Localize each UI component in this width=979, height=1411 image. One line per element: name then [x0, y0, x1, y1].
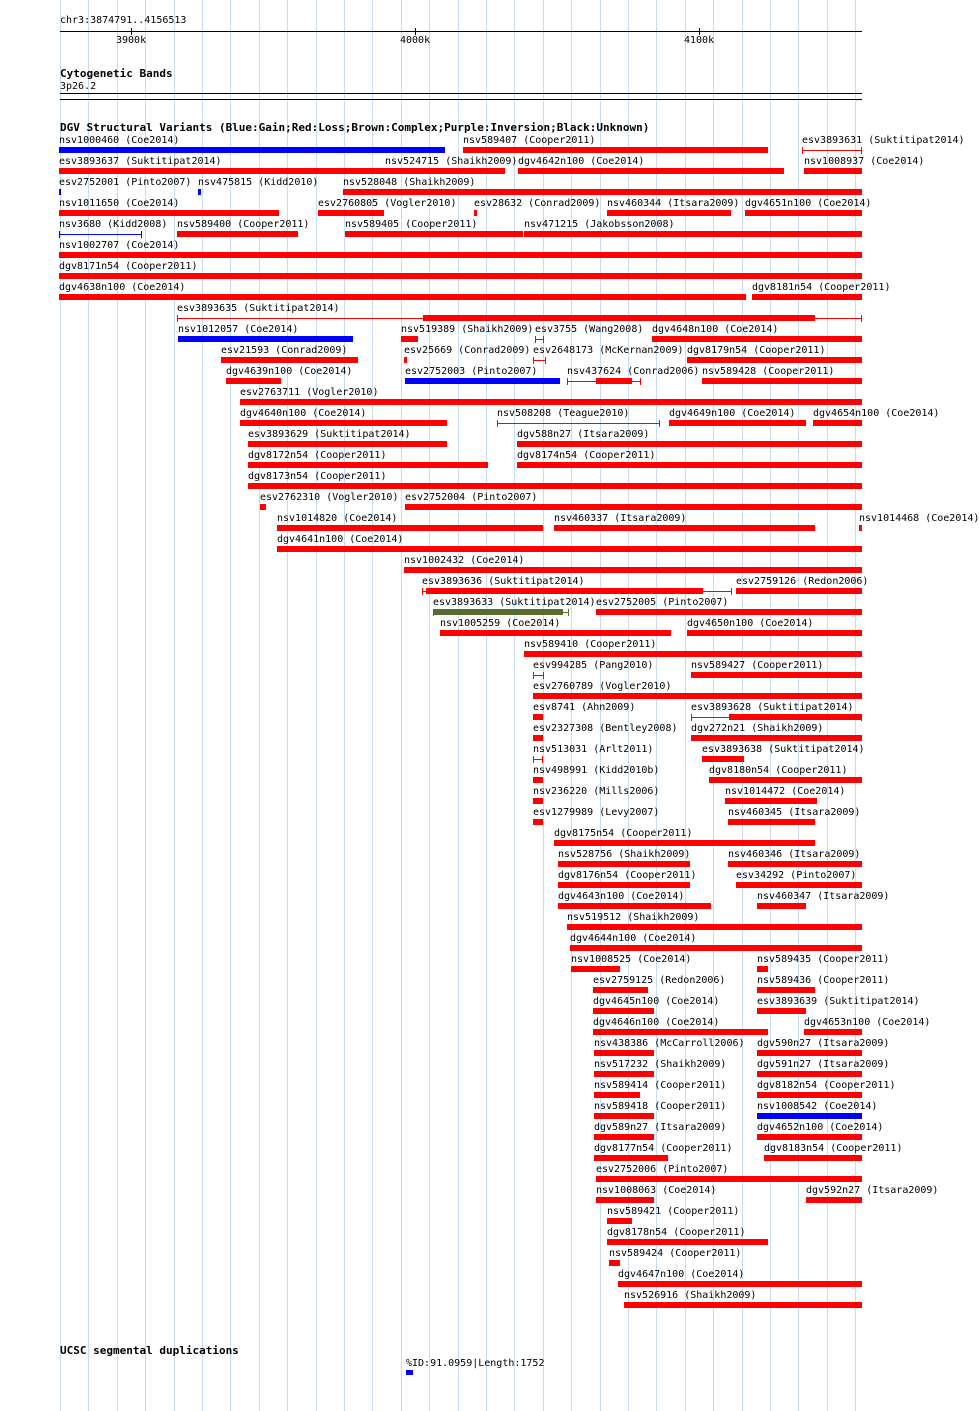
feature-bar-core[interactable] [596, 378, 632, 384]
feature-bar[interactable] [804, 1029, 862, 1035]
feature-label: esv2760805 (Vogler2010) [318, 198, 457, 209]
grid-line [287, 0, 288, 1411]
feature-label: nsv236220 (Mills2006) [533, 786, 660, 797]
feature-bar[interactable] [533, 735, 543, 741]
feature-label: dgv590n27 (Itsara2009) [757, 1038, 890, 1049]
grid-line [458, 0, 459, 1411]
feature-label: dgv4651n100 (Coe2014) [745, 198, 872, 209]
feature-bar-end [567, 378, 568, 385]
feature-bar-end [177, 315, 178, 322]
feature-label: nsv589418 (Cooper2011) [594, 1101, 727, 1112]
feature-label: dgv8177n54 (Cooper2011) [594, 1143, 733, 1154]
ruler-tick [415, 28, 416, 35]
feature-label: nsv517232 (Shaikh2009) [594, 1059, 727, 1070]
feature-label: esv2759126 (Redon2006) [736, 576, 869, 587]
feature-label: esv3893636 (Suktitipat2014) [422, 576, 585, 587]
feature-label: nsv1005259 (Coe2014) [440, 618, 561, 629]
feature-label: dgv8180n54 (Cooper2011) [709, 765, 848, 776]
feature-label: esv3893631 (Suktitipat2014) [802, 135, 965, 146]
feature-bar[interactable] [524, 651, 862, 657]
feature-bar[interactable] [517, 441, 862, 447]
feature-label: nsv589427 (Cooper2011) [691, 660, 824, 671]
feature-label: esv3893638 (Suktitipat2014) [702, 744, 865, 755]
feature-label: dgv4643n100 (Coe2014) [558, 891, 685, 902]
feature-label: nsv589400 (Cooper2011) [177, 219, 310, 230]
feature-label: esv34292 (Pinto2007) [736, 870, 857, 881]
feature-label: nsv1011650 (Coe2014) [59, 198, 180, 209]
cytoband-line [60, 93, 862, 94]
feature-label: esv2759125 (Redon2006) [593, 975, 726, 986]
feature-bar[interactable] [533, 777, 543, 783]
feature-label: nsv589436 (Cooper2011) [757, 975, 890, 986]
feature-label: dgv8176n54 (Cooper2011) [558, 870, 697, 881]
feature-bar[interactable] [725, 798, 817, 804]
feature-bar[interactable] [687, 357, 862, 363]
ruler-tick [131, 28, 132, 35]
feature-bar[interactable] [533, 798, 543, 804]
feature-bar[interactable] [736, 588, 862, 594]
feature-bar[interactable] [757, 903, 806, 909]
feature-bar[interactable] [757, 1092, 862, 1098]
feature-bar-end [422, 588, 423, 595]
feature-bar-end [497, 420, 498, 427]
feature-label: dgv4652n100 (Coe2014) [757, 1122, 884, 1133]
feature-label: nsv1008063 (Coe2014) [596, 1185, 717, 1196]
feature-label: dgv589n27 (Itsara2009) [594, 1122, 727, 1133]
feature-label: esv2648173 (McKernan2009) [533, 345, 684, 356]
feature-bar[interactable] [240, 420, 447, 426]
feature-bar[interactable] [624, 1302, 862, 1308]
feature-bar[interactable] [802, 150, 862, 151]
feature-label: nsv589407 (Cooper2011) [463, 135, 596, 146]
feature-bar-core[interactable] [423, 315, 815, 321]
feature-bar[interactable] [607, 1239, 768, 1245]
feature-bar[interactable] [593, 987, 648, 993]
feature-bar[interactable] [609, 1260, 620, 1266]
feature-label: esv2752003 (Pinto2007) [405, 366, 538, 377]
feature-bar[interactable] [343, 189, 862, 195]
feature-label: dgv4646n100 (Coe2014) [593, 1017, 720, 1028]
feature-label: nsv437624 (Conrad2006) [567, 366, 700, 377]
feature-bar[interactable] [518, 168, 784, 174]
feature-bar[interactable] [596, 1197, 654, 1203]
feature-bar[interactable] [59, 252, 862, 258]
feature-label: dgv8181n54 (Cooper2011) [752, 282, 891, 293]
feature-label: dgv8182n54 (Cooper2011) [757, 1080, 896, 1091]
feature-bar[interactable] [59, 189, 61, 195]
feature-bar-end [640, 378, 641, 385]
feature-bar[interactable] [757, 987, 815, 993]
feature-bar[interactable] [691, 672, 862, 678]
feature-label: dgv8173n54 (Cooper2011) [248, 471, 387, 482]
ruler-tick-label: 3900k [116, 35, 147, 46]
feature-label: nsv1014820 (Coe2014) [277, 513, 398, 524]
feature-label: nsv3680 (Kidd2008) [59, 219, 168, 230]
feature-label: nsv589410 (Cooper2011) [524, 639, 657, 650]
feature-bar[interactable] [813, 420, 862, 426]
feature-label: esv2762310 (Vogler2010) [260, 492, 399, 503]
feature-bar[interactable] [593, 1008, 654, 1014]
feature-label: nsv589424 (Cooper2011) [609, 1248, 742, 1259]
feature-bar[interactable] [554, 525, 815, 531]
feature-bar-end [659, 420, 660, 427]
feature-bar[interactable] [405, 378, 560, 384]
feature-label: esv2752005 (Pinto2007) [596, 597, 729, 608]
feature-bar-end [861, 147, 862, 154]
feature-bar[interactable] [594, 1092, 640, 1098]
feature-bar[interactable] [745, 210, 862, 216]
feature-bar[interactable] [757, 966, 768, 972]
feature-label: dgv8171n54 (Cooper2011) [59, 261, 198, 272]
feature-bar[interactable] [594, 1071, 654, 1077]
feature-bar[interactable] [277, 546, 862, 552]
feature-bar[interactable] [596, 609, 862, 615]
feature-label: esv2752004 (Pinto2007) [405, 492, 538, 503]
feature-label: nsv460344 (Itsara2009) [607, 198, 740, 209]
feature-bar[interactable] [404, 357, 407, 363]
feature-label: dgv592n27 (Itsara2009) [806, 1185, 939, 1196]
feature-label: dgv8179n54 (Cooper2011) [687, 345, 826, 356]
feature-label: nsv519512 (Shaikh2009) [567, 912, 700, 923]
feature-label: esv3893633 (Suktitipat2014) [433, 597, 596, 608]
feature-label: nsv524715 (Shaikh2009) [385, 156, 518, 167]
feature-bar[interactable] [533, 819, 543, 825]
segdup-label: %ID:91.0959|Length:1752 [406, 1358, 545, 1369]
feature-bar[interactable] [607, 1218, 632, 1224]
feature-bar-end [543, 672, 544, 679]
feature-bar[interactable] [248, 441, 447, 447]
feature-bar[interactable] [702, 378, 862, 384]
feature-label: nsv589405 (Cooper2011) [345, 219, 478, 230]
feature-bar[interactable] [593, 1029, 768, 1035]
feature-label: nsv526916 (Shaikh2009) [624, 1290, 757, 1301]
feature-label: esv2763711 (Vogler2010) [240, 387, 379, 398]
feature-bar[interactable] [687, 630, 862, 636]
feature-label: nsv589435 (Cooper2011) [757, 954, 890, 965]
feature-bar[interactable] [59, 234, 142, 235]
feature-label: nsv508208 (Teague2010) [497, 408, 630, 419]
feature-bar[interactable] [596, 1176, 862, 1182]
feature-bar[interactable] [567, 924, 862, 930]
feature-label: nsv1014468 (Coe2014) [859, 513, 979, 524]
feature-bar[interactable] [277, 525, 543, 531]
feature-bar[interactable] [757, 1113, 862, 1119]
feature-label: dgv8183n54 (Cooper2011) [764, 1143, 903, 1154]
feature-bar[interactable] [607, 210, 731, 216]
feature-label: esv1279989 (Levy2007) [533, 807, 660, 818]
segdup-track-title: UCSC segmental duplications [60, 1344, 239, 1357]
feature-bar[interactable] [570, 945, 862, 951]
feature-label: nsv1008525 (Coe2014) [571, 954, 692, 965]
feature-bar[interactable] [198, 189, 201, 195]
feature-label: nsv1014472 (Coe2014) [725, 786, 846, 797]
feature-bar[interactable] [618, 1281, 862, 1287]
feature-bar[interactable] [405, 504, 862, 510]
feature-label: nsv471215 (Jakobsson2008) [524, 219, 675, 230]
feature-bar[interactable] [474, 210, 477, 216]
feature-bar-core[interactable] [729, 714, 862, 720]
cytoband-label: 3p26.2 [60, 81, 97, 92]
feature-bar[interactable] [558, 882, 690, 888]
feature-label: esv28632 (Conrad2009) [474, 198, 601, 209]
feature-bar[interactable] [757, 1008, 806, 1014]
feature-bar[interactable] [533, 714, 543, 720]
feature-bar[interactable] [558, 861, 690, 867]
feature-bar-end [861, 315, 862, 322]
feature-bar[interactable] [59, 147, 445, 153]
feature-bar[interactable] [59, 294, 746, 300]
feature-label: esv3893637 (Suktitipat2014) [59, 156, 222, 167]
feature-label: dgv591n27 (Itsara2009) [757, 1059, 890, 1070]
ruler-tick [699, 28, 700, 35]
grid-line [401, 0, 402, 1411]
feature-bar-core[interactable] [426, 588, 703, 594]
segdup-bar[interactable] [406, 1370, 413, 1375]
grid-line [316, 0, 317, 1411]
feature-label: nsv513031 (Arlt2011) [533, 744, 654, 755]
feature-bar-end [691, 714, 692, 721]
feature-label: esv21593 (Conrad2009) [221, 345, 348, 356]
ruler-tick-label: 4100k [684, 35, 715, 46]
feature-bar-end [533, 756, 534, 763]
feature-label: esv2752001 (Pinto2007) [59, 177, 192, 188]
feature-label: esv994285 (Pang2010) [533, 660, 654, 671]
feature-label: dgv4639n100 (Coe2014) [226, 366, 353, 377]
feature-bar[interactable] [59, 168, 505, 174]
feature-label: nsv1012057 (Coe2014) [178, 324, 299, 335]
grid-line [514, 0, 515, 1411]
feature-bar[interactable] [804, 168, 862, 174]
feature-label: nsv1008937 (Coe2014) [804, 156, 925, 167]
feature-bar[interactable] [757, 1071, 862, 1077]
feature-bar[interactable] [691, 735, 862, 741]
grid-line [429, 0, 430, 1411]
feature-bar[interactable] [554, 840, 815, 846]
feature-bar[interactable] [59, 273, 862, 279]
feature-bar-end [542, 756, 543, 763]
feature-bar[interactable] [524, 231, 862, 237]
feature-label: esv8741 (Ahn2009) [533, 702, 636, 713]
feature-label: dgv4654n100 (Coe2014) [813, 408, 940, 419]
coordinate-readout: chr3:3874791..4156513 [60, 15, 187, 26]
feature-bar[interactable] [177, 231, 298, 237]
feature-label: dgv4640n100 (Coe2014) [240, 408, 367, 419]
feature-bar-end [535, 336, 536, 343]
ruler-axis [60, 31, 862, 32]
feature-label: dgv4647n100 (Coe2014) [618, 1269, 745, 1280]
feature-label: nsv589428 (Cooper2011) [702, 366, 835, 377]
feature-bar[interactable] [764, 1155, 862, 1161]
feature-bar[interactable] [318, 210, 384, 216]
feature-label: nsv519389 (Shaikh2009) [401, 324, 534, 335]
feature-label: esv3893639 (Suktitipat2014) [757, 996, 920, 1007]
feature-label: dgv272n21 (Shaikh2009) [691, 723, 824, 734]
feature-label: nsv498991 (Kidd2010b) [533, 765, 660, 776]
feature-label: nsv1008542 (Coe2014) [757, 1101, 878, 1112]
feature-label: nsv528048 (Shaikh2009) [343, 177, 476, 188]
grid-line [486, 0, 487, 1411]
feature-bar[interactable] [736, 882, 862, 888]
feature-bar[interactable] [594, 1113, 654, 1119]
feature-bar-end [802, 147, 803, 154]
feature-label: nsv1002432 (Coe2014) [404, 555, 525, 566]
feature-bar[interactable] [221, 357, 358, 363]
feature-bar[interactable] [248, 483, 862, 489]
feature-bar[interactable] [401, 336, 418, 342]
feature-bar-end [568, 609, 569, 616]
feature-label: dgv4649n100 (Coe2014) [669, 408, 796, 419]
feature-label: esv2760789 (Vogler2010) [533, 681, 672, 692]
feature-label: esv25669 (Conrad2009) [404, 345, 531, 356]
feature-bar-end [533, 672, 534, 679]
feature-label: dgv4641n100 (Coe2014) [277, 534, 404, 545]
feature-label: dgv8178n54 (Cooper2011) [607, 1227, 746, 1238]
feature-label: nsv1000460 (Coe2014) [59, 135, 180, 146]
feature-bar[interactable] [669, 420, 806, 426]
feature-bar[interactable] [404, 567, 862, 573]
feature-label: dgv4642n100 (Coe2014) [518, 156, 645, 167]
feature-bar[interactable] [497, 423, 660, 424]
feature-label: dgv4648n100 (Coe2014) [652, 324, 779, 335]
feature-bar[interactable] [59, 210, 279, 216]
feature-bar[interactable] [752, 294, 862, 300]
feature-bar[interactable] [463, 147, 768, 153]
feature-bar[interactable] [859, 525, 862, 531]
feature-bar[interactable] [594, 1155, 668, 1161]
feature-label: dgv4644n100 (Coe2014) [570, 933, 697, 944]
feature-label: nsv589421 (Cooper2011) [607, 1206, 740, 1217]
feature-bar[interactable] [594, 1050, 654, 1056]
feature-bar[interactable] [594, 1134, 654, 1140]
feature-label: dgv4645n100 (Coe2014) [593, 996, 720, 1007]
feature-label: nsv460345 (Itsara2009) [728, 807, 861, 818]
feature-label: dgv4638n100 (Coe2014) [59, 282, 186, 293]
feature-label: esv3893628 (Suktitipat2014) [691, 702, 854, 713]
feature-label: nsv475815 (Kidd2010) [198, 177, 319, 188]
feature-bar[interactable] [533, 693, 862, 699]
feature-label: esv3755 (Wang2008) [535, 324, 644, 335]
feature-bar-end [731, 588, 732, 595]
cytoband-line [60, 99, 862, 100]
feature-bar[interactable] [652, 336, 862, 342]
feature-bar[interactable] [757, 1134, 862, 1140]
feature-label: nsv438386 (McCarroll2006) [594, 1038, 745, 1049]
feature-bar[interactable] [248, 462, 488, 468]
feature-bar-end [141, 231, 142, 238]
feature-bar[interactable] [571, 966, 620, 972]
feature-label: dgv588n27 (Itsara2009) [517, 429, 650, 440]
feature-bar-core[interactable] [433, 609, 563, 615]
ruler-tick-label: 4000k [400, 35, 431, 46]
feature-label: nsv460337 (Itsara2009) [554, 513, 687, 524]
feature-bar[interactable] [558, 903, 711, 909]
feature-bar[interactable] [345, 231, 523, 237]
feature-label: dgv8174n54 (Cooper2011) [517, 450, 656, 461]
feature-bar-end [533, 357, 534, 364]
feature-label: esv3893629 (Suktitipat2014) [248, 429, 411, 440]
feature-bar[interactable] [226, 378, 281, 384]
feature-label: esv2752006 (Pinto2007) [596, 1164, 729, 1175]
feature-bar[interactable] [240, 399, 862, 405]
feature-label: dgv8172n54 (Cooper2011) [248, 450, 387, 461]
feature-bar[interactable] [178, 336, 353, 342]
feature-label: nsv460346 (Itsara2009) [728, 849, 861, 860]
feature-bar[interactable] [440, 630, 671, 636]
cytoband-track-title: Cytogenetic Bands [60, 67, 173, 80]
feature-bar[interactable] [728, 819, 815, 825]
feature-bar-end [543, 336, 544, 343]
feature-bar[interactable] [757, 1050, 862, 1056]
feature-label: dgv4653n100 (Coe2014) [804, 1017, 931, 1028]
feature-bar-end [545, 357, 546, 364]
feature-bar-end [59, 231, 60, 238]
feature-label: dgv4650n100 (Coe2014) [687, 618, 814, 629]
feature-bar[interactable] [702, 756, 744, 762]
feature-label: nsv589414 (Cooper2011) [594, 1080, 727, 1091]
feature-bar[interactable] [806, 1197, 862, 1203]
feature-bar[interactable] [709, 777, 862, 783]
feature-label: esv2327308 (Bentley2008) [533, 723, 678, 734]
feature-label: nsv1002707 (Coe2014) [59, 240, 180, 251]
feature-bar[interactable] [517, 462, 862, 468]
feature-bar[interactable] [728, 861, 862, 867]
feature-label: dgv8175n54 (Cooper2011) [554, 828, 693, 839]
dgv-track-title: DGV Structural Variants (Blue:Gain;Red:Loss;Brown:Complex;Purple:Inversion;Black:Unknown) [60, 121, 650, 134]
feature-label: esv3893635 (Suktitipat2014) [177, 303, 340, 314]
feature-bar[interactable] [260, 504, 266, 510]
feature-label: nsv460347 (Itsara2009) [757, 891, 890, 902]
feature-label: nsv528756 (Shaikh2009) [558, 849, 691, 860]
